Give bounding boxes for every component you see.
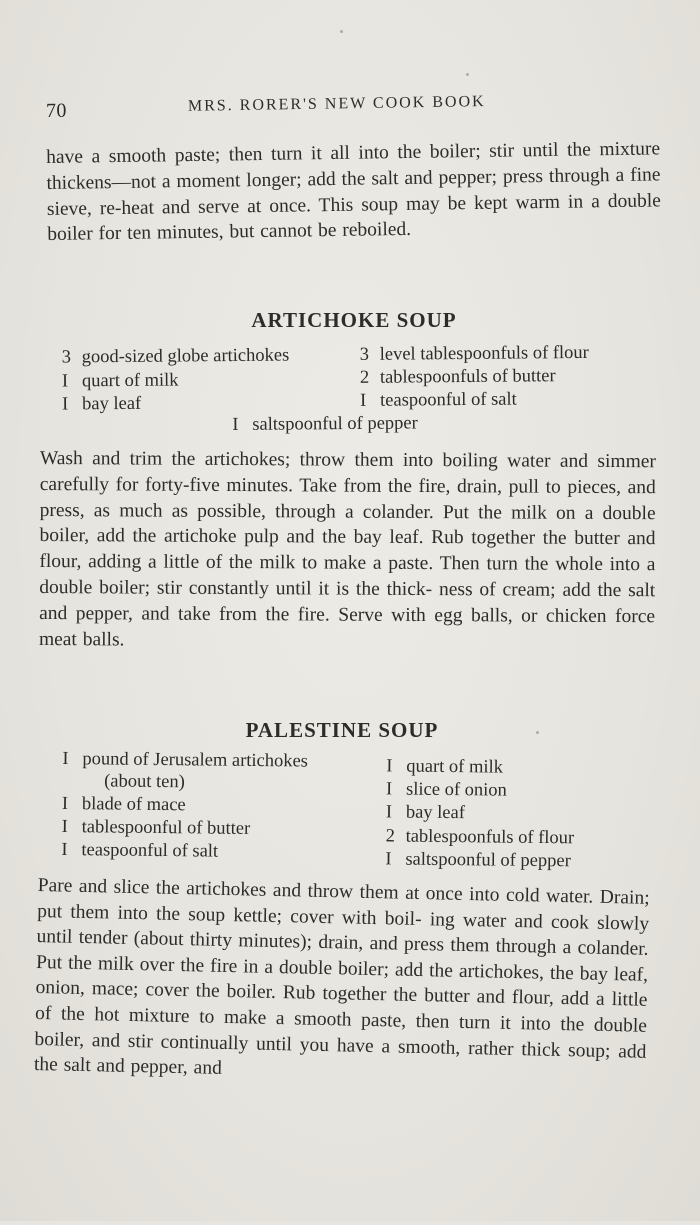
ingredient-qty: 3 [61,347,72,368]
text-line: onion, mace; cover the boiler. Rub together the butter and [35,977,506,1009]
ingredient-text: blade of mace [81,794,186,816]
ingredient-qty: I [62,394,69,415]
text-line: and simmer carefully for forty-five minutes. Take from the [39,450,656,497]
ingredient-text: tablespoonfuls of butter [379,366,556,388]
ingredient-qty: I [386,779,393,800]
ingredient [386,802,465,824]
text-line: water. Drain; put them into the soup kettle; cover with boil- [36,885,650,930]
ingredient-text: good-sized globe artichokes [81,345,290,368]
ingredient [386,826,575,849]
ingredient-qty: I [61,793,69,815]
ingredient [385,849,571,872]
ingredient [61,840,218,863]
ingredient-qty: I [61,371,69,392]
ingredient-text: quart of milk [406,756,504,778]
ingredient-qty: 2 [359,367,370,388]
ingredient-text: saltspoonful of pepper [252,413,418,435]
text-line: artichoke pulp and the bay leaf. Rub together the butter and [163,526,656,550]
text-line: ness of cream; add the salt and pepper, and take from the fire. [39,579,656,626]
text-line: fire, drain, pull to pieces, and press, as much as possible, [39,475,656,522]
ingredient-text: tablespoonfuls of flour [405,826,575,849]
ingredient-qty: I [232,414,239,436]
ingredient-text: pound of Jerusalem artichokes [82,749,309,772]
ingredient-qty: I [385,802,393,823]
artichoke-soup-title: ARTICHOKE SOUP [251,308,457,332]
text-line: This soup may be kept warm in a double boiler for ten minutes, [47,190,661,246]
palestine-soup-title: PALESTINE SOUP [245,718,439,742]
text-line: have a smooth, rather thick soup; add the salt and pepper, and [33,1034,647,1080]
text-line: the mixture thickens—not a moment longer; add the salt and [46,138,661,194]
text-line: pepper; press through a fine sieve, re-heat and serve at once. [46,164,661,220]
ingredient-text: saltspoonful of pepper [405,849,571,872]
ingredient-text: tablespoonful of butter [81,817,251,839]
ingredient-qty: I [386,756,393,777]
ingredient-qty: 2 [385,826,395,847]
text-line: flour, add a little of the hot mixture to make a smooth paste, [34,987,648,1032]
ingredient [62,817,251,840]
ingredient-text: teaspoonful of salt [81,840,219,862]
ingredient [104,771,185,793]
ingredient-text: level tablespoonfuls of flour [379,342,589,365]
ingredient-text: bay leaf [82,393,142,415]
text-line: through a colander. Put the milk on a double boiler, add the [39,500,656,548]
ingredient-qty: I [61,839,68,861]
text-line: drain, and press them through a colander. Put the milk over [35,932,649,976]
ingredient-text: (about ten) [104,771,185,793]
ingredient-text: teaspoonful of salt [380,389,517,411]
text-line: then turn it into the double boiler, and stir continually until you [34,1010,648,1056]
ingredient [386,779,507,801]
text-line: but cannot be reboiled. [229,219,412,243]
text-line: have a smooth paste; then turn it all into the boiler; stir until [46,139,559,168]
page-number: 70 [45,99,68,122]
text-line: the fire in a double boiler; add the artichokes, the bay leaf, [180,954,649,986]
text-line: ing water and cook slowly until tender (about thirty minutes); [36,908,650,953]
ingredient [386,756,503,778]
text-line: Serve with egg balls, or chicken force meat balls. [38,604,656,651]
ingredient-text: quart of milk [81,370,179,392]
text-line: flour, adding a little of the milk to make a paste. Then turn the [39,551,549,575]
ingredient-qty: I [61,816,68,838]
ingredient-text: bay leaf [405,802,466,824]
ingredient-qty: 3 [359,344,370,365]
text-line: Wash and trim the artichokes; throw them into boiling water [39,447,551,472]
text-line: whole into a double boiler; stir constantly until it is the thick- [39,553,656,601]
ingredient [62,749,308,773]
text-line: Pare and slice the artichokes and throw them at once into cold [37,874,540,907]
ingredient-text: slice of onion [406,779,507,801]
ingredient-qty: I [385,849,392,870]
palestine-soup-directions [34,873,650,1091]
ingredient [62,794,186,816]
ingredient-qty: I [62,748,69,770]
ingredient-qty: I [360,390,367,411]
running-title: MRS. RORER'S NEW COOK BOOK [187,93,486,115]
